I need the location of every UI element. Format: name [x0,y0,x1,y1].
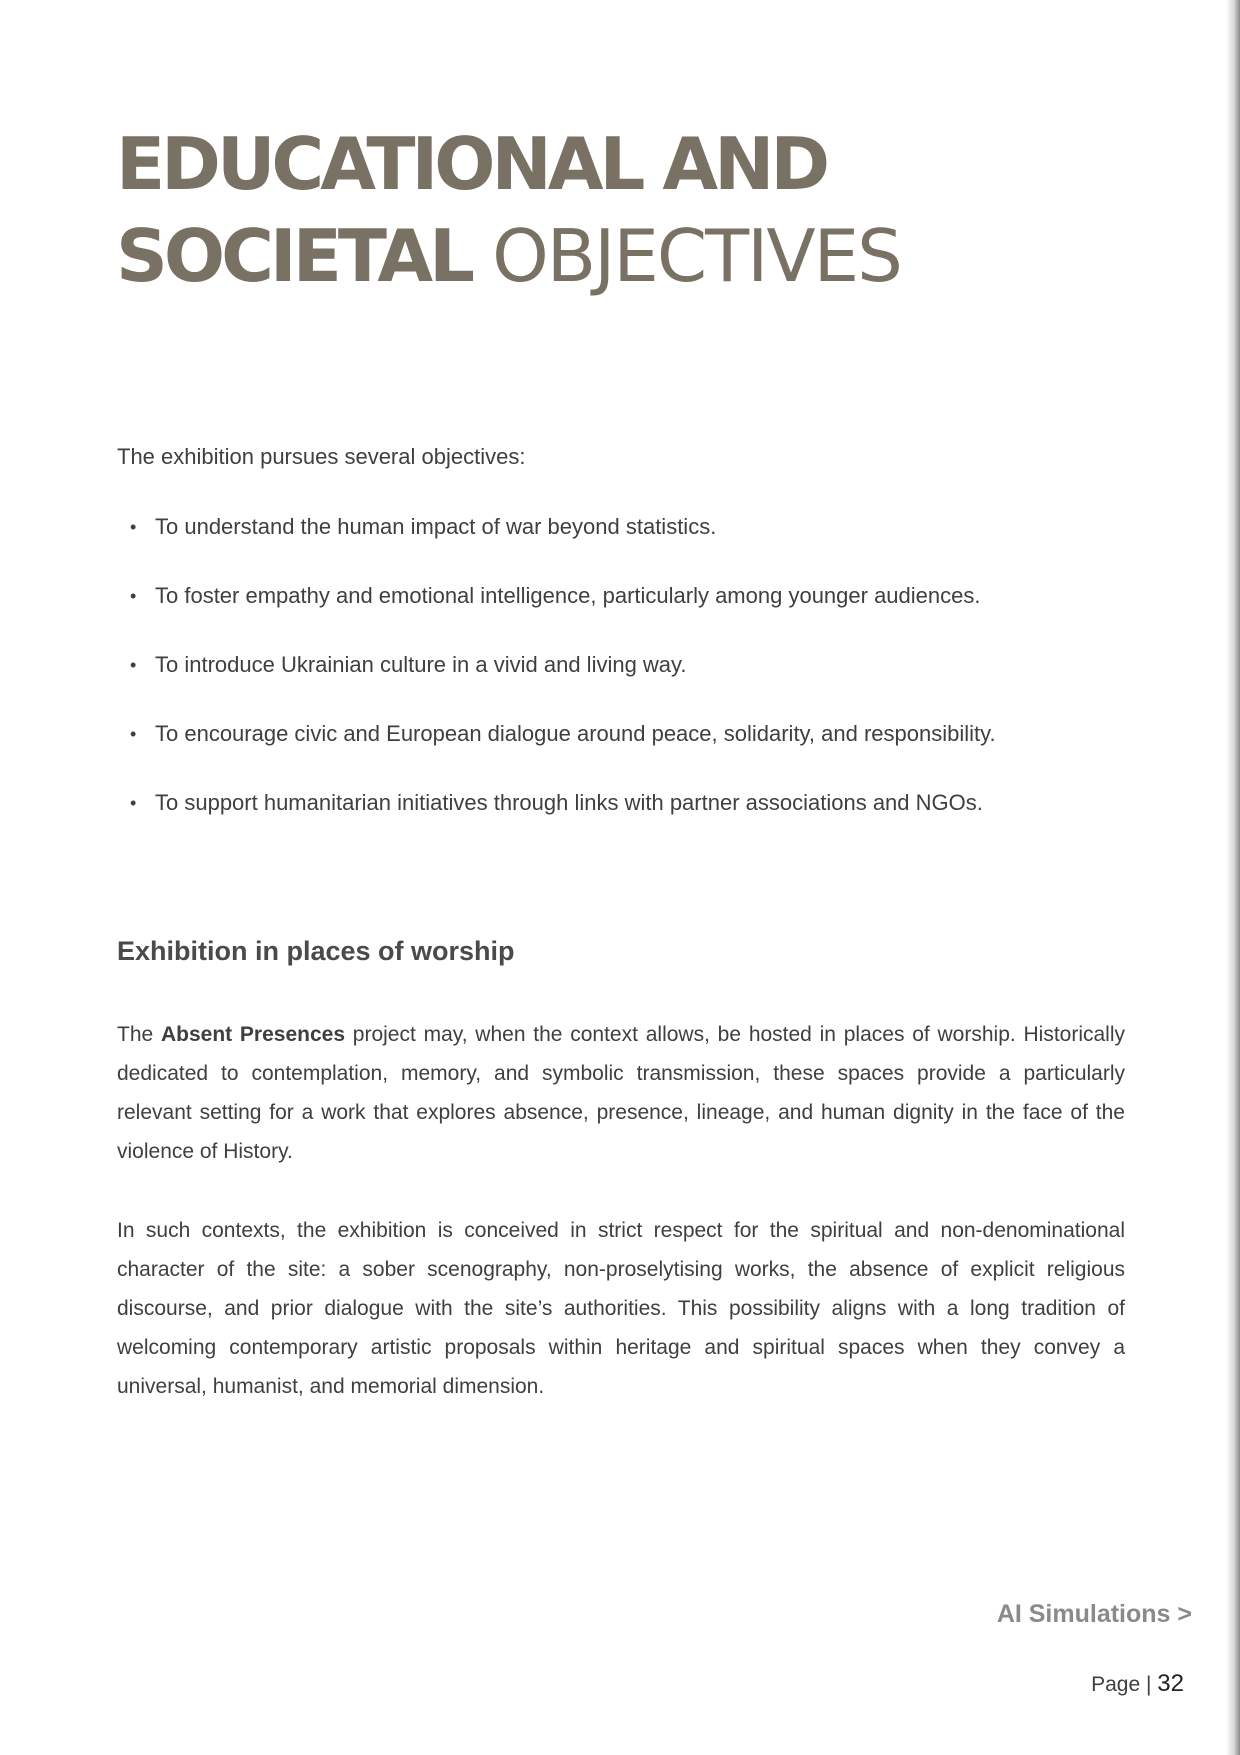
page-title [116,118,901,302]
title-line-1: EDUCATIONAL AND [116,122,827,206]
bullet-icon: • [130,586,137,606]
objective-text: To foster empathy and emotional intelligence, particularly among younger audiences. [155,583,981,608]
list-item [117,650,1137,719]
page-number: 32 [1157,1670,1184,1697]
objectives-list [117,512,1137,857]
bullet-icon: • [130,517,137,537]
section-heading: Exhibition in places of worship [117,936,515,966]
page-separator: | [1145,1673,1152,1696]
title-line-2-light: OBJECTIVES [492,214,901,298]
project-name: Absent Presences [160,1023,345,1046]
list-item [117,788,1137,857]
objective-text: To support humanitarian initiatives through links with partner associations and NGOs. [155,790,983,815]
page-number-label [1091,1670,1184,1698]
list-item [117,512,1137,581]
worship-paragraph-1 [117,1015,1125,1171]
objective-text: To encourage civic and European dialogue around peace, solidarity, and responsibility. [155,721,996,746]
paragraph-body: project may, when the context allows, be hosted in places of worship. Historically dedicated to contemplation, memory, and symbolic transmission, these spaces provide a particularly relevant setting for a work that explores absence, presence, lineage, and human dignity in the face of the violence of History. [117,1023,1125,1163]
worship-paragraph-2: In such contexts, the exhibition is conceived in strict respect for the spiritual and non-denominational character of the site: a sober scenography, non-proselytising works, the absence of explicit religious discourse, and prior dialogue with the site’s authorities. This possibility aligns with a long tradition of welcoming contemporary artistic proposals within heritage and spiritual spaces when they convey a universal, humanist, and memorial dimension. [117,1219,1125,1398]
objective-text: To understand the human impact of war beyond statistics. [155,514,717,539]
bullet-icon: • [130,655,137,675]
page-edge-shadow [1226,0,1240,1755]
bullet-icon: • [130,793,137,813]
list-item [117,581,1137,650]
paragraph-prefix: The [117,1023,154,1046]
page-word: Page [1091,1673,1141,1696]
title-line-2-bold: SOCIETAL [116,214,471,298]
bullet-icon: • [130,724,137,744]
objective-text: To introduce Ukrainian culture in a vivid and living way. [155,652,687,677]
objectives-intro: The exhibition pursues several objectives: [117,444,526,469]
ai-simulations-link[interactable]: AI Simulations > [996,1600,1192,1628]
list-item [117,719,1137,788]
